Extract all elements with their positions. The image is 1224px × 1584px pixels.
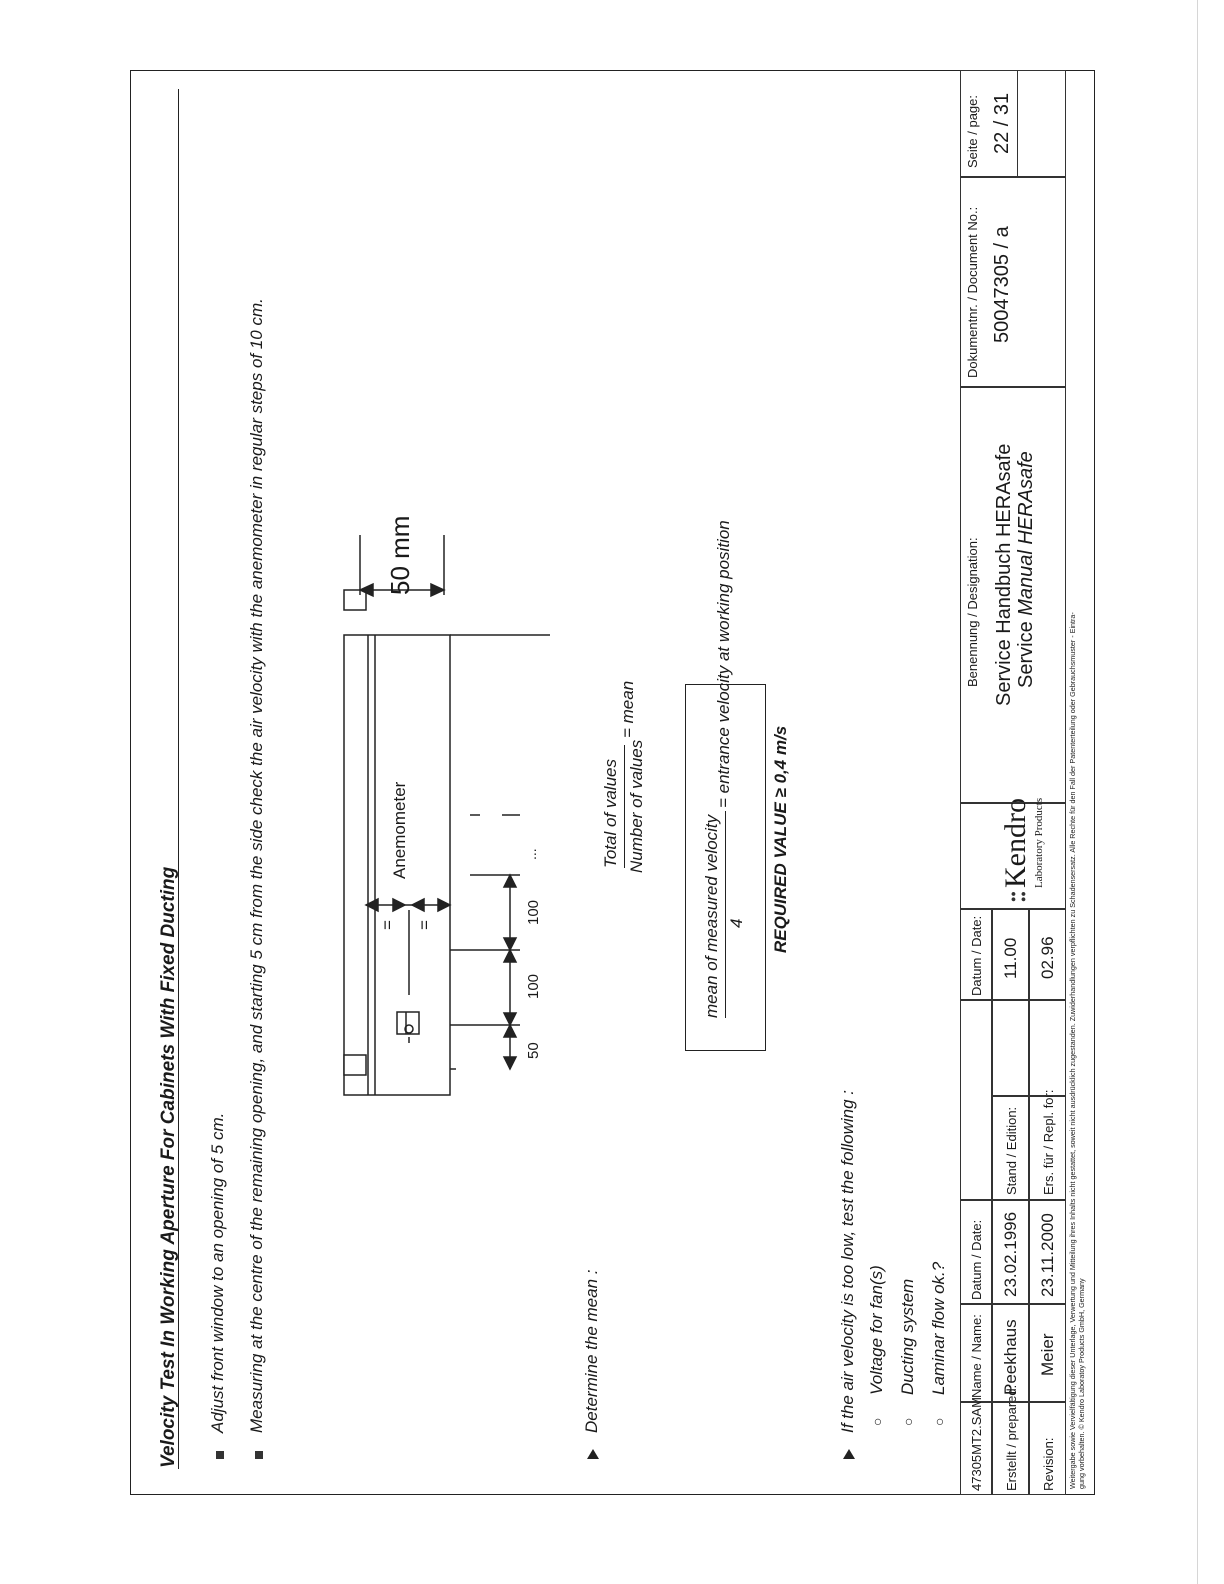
document-number-label: Dokumentnr. / Document No.: <box>965 206 980 378</box>
logo-subtitle: Laboratory Products <box>1033 797 1045 888</box>
step-adjust-window: Adjust front window to an opening of 5 cm. <box>208 1112 227 1433</box>
step-measuring: Measuring at the centre of the remaining opening, and starting 5 cm from the side check the air velocity with the anemometer in regular steps of 10 cm. <box>247 298 266 1433</box>
rotated-sheet <box>130 70 1095 1495</box>
dimension-100-second: 100 <box>525 899 542 925</box>
check-laminar-flow: Laminar flow ok.? <box>929 1261 948 1395</box>
edition-value: 11.00 <box>1001 937 1020 979</box>
name-header: Name / Name: <box>969 1314 984 1398</box>
required-value: REQUIRED VALUE ≥ 0,4 m/s <box>771 725 790 953</box>
page-number: 22 / 31 <box>991 92 1013 154</box>
formula1-denominator: Number of values <box>627 739 646 873</box>
dimension-ellipsis: ... <box>523 848 539 860</box>
check-ducting: Ducting system <box>898 1278 917 1395</box>
designation-english: Service Manual HERAsafe <box>1015 451 1037 688</box>
dimension-100-first: 100 <box>525 973 542 999</box>
formula1-result: = mean <box>618 680 637 738</box>
replaces-value: 02.96 <box>1038 936 1057 979</box>
page-label: Seite / page: <box>965 95 980 168</box>
designation-german: Service Handbuch HERAsafe <box>993 443 1015 706</box>
circle-bullet-icon: ○ <box>900 1417 916 1426</box>
page-title: Velocity Test In Working Aperture For Cabinets With Fixed Ducting <box>158 866 179 1468</box>
arrow-bullet-icon <box>843 1449 855 1459</box>
legal-notice: Weitergabe sowie Vervielfältigung dieser Unterlage, Verwertung und Mitteilung ihres Inhalts nicht gestattet, soweit nicht ausdrücklich zugestanden. Zuwiderhandlungen verpflichten zu Schadensersatz. Alle Rechte für den Fall der Patenterteilung oder Gebrauchsmuster - Eintra- gung vorbehalten. © Kendro Laboratoy Products GmbH, Germany <box>1068 612 1086 1489</box>
formula1-fraction-bar <box>624 745 625 868</box>
formula2-fraction-bar <box>725 811 726 1018</box>
dimension-50: 50 <box>525 1042 542 1059</box>
revision-label: Revision: <box>1041 1437 1056 1491</box>
formula2-result: = entrance velocity at working position <box>714 520 733 808</box>
logo-dots-icon: ●● ●● <box>1008 891 1028 902</box>
prepared-name: Peekhaus <box>1001 1319 1020 1395</box>
low-velocity-label: If the air velocity is too low, test the following : <box>838 1090 857 1433</box>
circle-bullet-icon: ○ <box>869 1417 885 1426</box>
circle-bullet-icon: ○ <box>931 1417 947 1426</box>
revision-date: 23.11.2000 <box>1038 1213 1057 1297</box>
dimension-50mm: 50 mm <box>385 515 415 595</box>
arrow-bullet-icon <box>587 1449 599 1459</box>
anemometer-probe <box>397 1012 419 1034</box>
edition-label: Stand / Edition: <box>1004 1106 1019 1195</box>
equal-mark-upper: = <box>378 920 397 930</box>
kendro-logo <box>960 797 1066 909</box>
date-header: Datum / Date: <box>969 1219 984 1300</box>
replaces-label: Ers. für / Repl. for: <box>1041 1089 1056 1195</box>
formula2-denominator: 4 <box>727 918 746 928</box>
prepared-label: Erstellt / prepared: <box>1004 1384 1019 1491</box>
designation-label: Benennung / Designation: <box>965 537 980 687</box>
prepared-date: 23.02.1996 <box>1001 1211 1020 1297</box>
check-voltage: Voltage for fan(s) <box>867 1265 886 1395</box>
title-block <box>933 70 1093 1495</box>
anemometer-label: Anemometer <box>390 781 409 879</box>
document-number: 50047305 / a <box>991 226 1013 343</box>
equal-mark-lower: = <box>415 920 434 930</box>
formula1-numerator: Total of values <box>601 759 620 868</box>
revision-name: Meier <box>1038 1333 1057 1376</box>
edition-date-header: Datum / Date: <box>969 915 984 996</box>
file-name: 47305MT2.SAM <box>969 1397 984 1491</box>
formula2-numerator: mean of measured velocity <box>702 814 721 1018</box>
logo-name: Kendro <box>999 798 1032 888</box>
determine-mean-label: Determine the mean : <box>582 1269 601 1433</box>
